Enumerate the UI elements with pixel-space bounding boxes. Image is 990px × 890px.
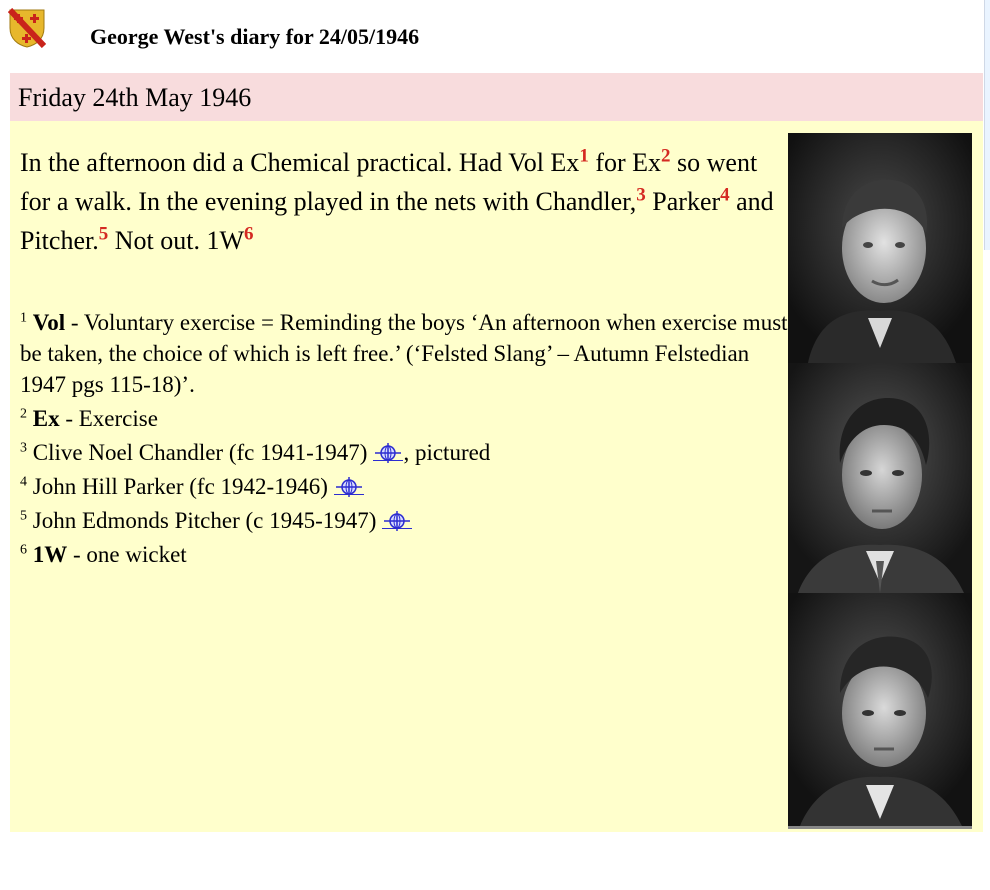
footnote-ref-1: 1	[579, 145, 589, 167]
portrait-parker	[788, 363, 972, 593]
footnote-ref-2: 2	[661, 145, 671, 167]
entry-text-part: Parker	[645, 187, 721, 216]
footnote-ref-5: 5	[98, 223, 109, 245]
footnote-1	[20, 307, 790, 400]
portrait-pitcher	[788, 593, 972, 826]
footnote-text: John Hill Parker (fc 1942-1946)	[27, 474, 328, 499]
crosshair-globe-icon	[382, 511, 412, 531]
footnote-number: 1	[20, 310, 27, 326]
footnote-term: Vol	[32, 310, 66, 335]
pitcher-location-link[interactable]	[382, 508, 412, 529]
entry-date: Friday 24th May 1946	[18, 83, 252, 112]
portrait-photos	[788, 133, 972, 829]
date-bar	[10, 73, 983, 122]
footnote-text: - Exercise	[59, 406, 158, 431]
footnote-number: 6	[20, 542, 27, 558]
entry-text	[20, 143, 780, 260]
entry-text-part: In the afternoon did a Chemical practical. Had Vol Ex	[20, 148, 580, 177]
footnote-text: John Edmonds Pitcher (c 1945-1947)	[27, 508, 377, 533]
footnote-number: 5	[20, 508, 27, 524]
crosshair-globe-icon	[373, 443, 403, 463]
footnote-term: Ex	[32, 406, 60, 431]
footnote-number: 4	[20, 474, 27, 490]
footnote-number: 3	[20, 440, 27, 456]
footnote-3	[20, 437, 790, 468]
crest-shield-icon	[8, 8, 46, 48]
crosshair-globe-icon	[334, 477, 364, 497]
entry-text-part: so went for a walk. In the evening played in the nets with Chandler,	[20, 148, 758, 216]
entry-text-part: and Pitcher.	[20, 187, 774, 255]
footnote-2	[20, 403, 790, 434]
entry-text-part: for Ex	[588, 148, 662, 177]
footnote-number: 2	[20, 406, 27, 422]
footnote-ref-3: 3	[636, 184, 646, 206]
adjacent-frame-edge	[984, 0, 990, 250]
parker-location-link[interactable]	[334, 474, 364, 495]
footnote-text: Clive Noel Chandler (fc 1941-1947)	[27, 440, 368, 465]
chandler-location-link[interactable]	[373, 440, 403, 461]
footnote-text: , pictured	[403, 440, 491, 465]
footnote-text: - one wicket	[67, 542, 187, 567]
portrait-chandler	[788, 133, 972, 363]
footnote-ref-4: 4	[720, 184, 730, 206]
footnote-4	[20, 471, 790, 502]
footnote-6	[20, 539, 790, 570]
footnote-5	[20, 505, 790, 536]
footnote-term: 1W	[32, 542, 68, 567]
footnotes	[20, 307, 790, 570]
entry-text-part: Not out. 1W	[108, 226, 244, 255]
page-title: George West's diary for 24/05/1946	[90, 24, 420, 49]
footnote-ref-6: 6	[243, 223, 254, 245]
footnote-text: - Voluntary exercise = Reminding the boys ‘An afternoon when exercise must be taken, the choice of which is left free.’ (‘Felsted Slang’ – Autumn Felstedian 1947 pgs 115-18)’.	[20, 310, 788, 397]
